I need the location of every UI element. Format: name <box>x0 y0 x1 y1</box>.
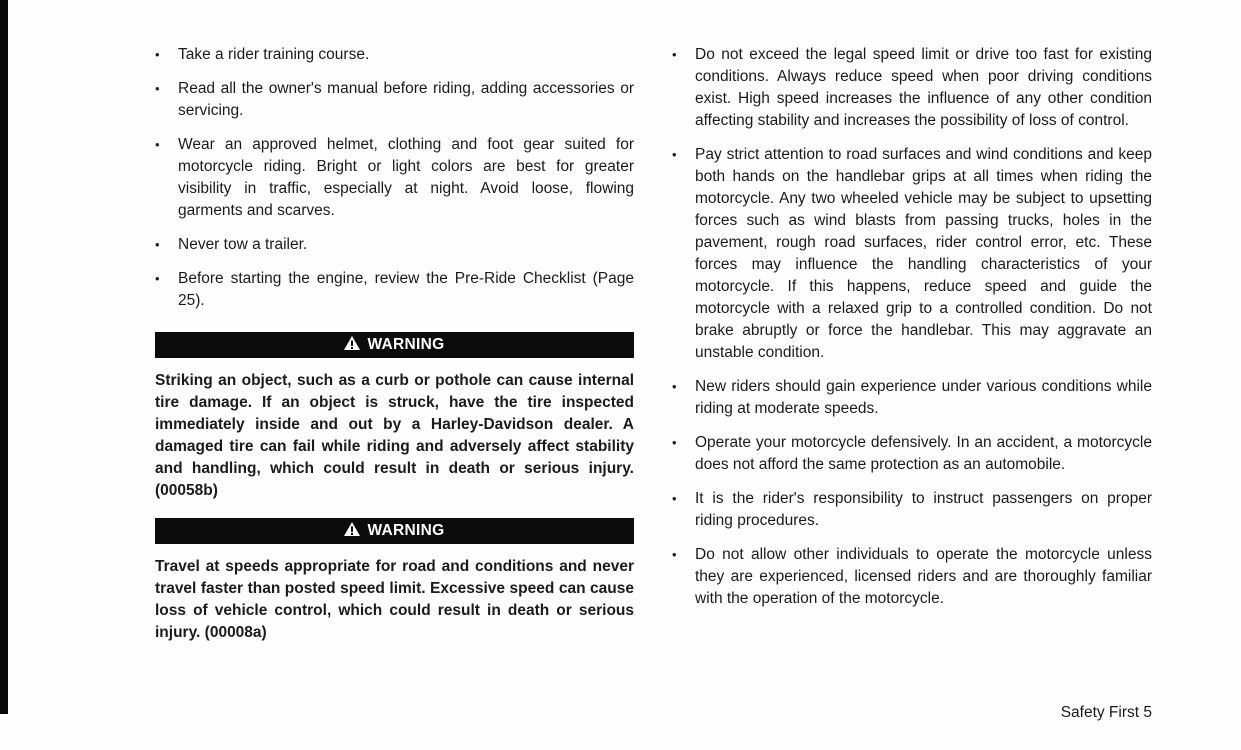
list-item <box>155 44 634 66</box>
bullet-icon: • <box>672 379 677 394</box>
list-item <box>155 78 634 122</box>
list-item <box>672 144 1152 364</box>
bullet-icon: • <box>155 81 160 96</box>
warning-body: Striking an object, such as a curb or pothole can cause internal tire damage. If an object is struck, have the tire inspected immediately inside and out by a Harley-Davidson dealer. A damaged tire can fail while riding and adversely affect stability and handling, which could result in death or serious injury. (00058b) <box>155 372 634 499</box>
list-item <box>155 268 634 312</box>
bullet-icon: • <box>155 271 160 286</box>
bullet-text: Never tow a trailer. <box>178 236 308 253</box>
list-item <box>672 432 1152 476</box>
scan-edge-artifact <box>0 0 8 714</box>
bullet-text: Operate your motorcycle defensively. In an accident, a motorcycle does not afford the same protection as an automobile. <box>695 434 1152 473</box>
list-item <box>672 544 1152 610</box>
bullet-icon: • <box>672 147 677 162</box>
bullet-text: It is the rider's responsibility to instruct passengers on proper riding procedures. <box>695 490 1152 529</box>
bullet-text: Take a rider training course. <box>178 46 370 63</box>
bullet-text: Before starting the engine, review the Pre-Ride Checklist (Page 25). <box>178 270 634 309</box>
warning-block <box>155 518 634 644</box>
left-column <box>155 44 634 644</box>
warning-body: Travel at speeds appropriate for road and conditions and never travel faster than posted speed limit. Excessive speed can cause loss of vehicle control, which could result in death or serious injury. (00008a) <box>155 558 634 641</box>
list-item <box>672 488 1152 532</box>
bullet-text: Read all the owner's manual before riding, adding accessories or servicing. <box>178 80 634 119</box>
list-item <box>672 44 1152 132</box>
bullet-text: Do not allow other individuals to operate the motorcycle unless they are experienced, licensed riders and are thoroughly familiar with the operation of the motorcycle. <box>695 546 1152 607</box>
bullet-text: Do not exceed the legal speed limit or drive too fast for existing conditions. Always reduce speed when poor driving conditions exist. High speed increases the influence of any other condition affecting stability and increases the possibility of loss of control. <box>695 46 1152 129</box>
list-item <box>155 234 634 256</box>
warning-banner <box>155 518 634 544</box>
list-item <box>155 134 634 222</box>
bullet-icon: • <box>672 47 677 62</box>
bullet-text: Wear an approved helmet, clothing and foot gear suited for motorcycle riding. Bright or light colors are best for greater visibility in traffic, especially at night. Avoid loose, flowing garments and scarves. <box>178 136 634 219</box>
warning-icon <box>344 519 360 545</box>
bullet-icon: • <box>672 547 677 562</box>
right-column <box>672 44 1152 622</box>
warning-label: WARNING <box>367 336 445 353</box>
bullet-icon: • <box>672 491 677 506</box>
bullet-icon: • <box>155 137 160 152</box>
bullet-text: Pay strict attention to road surfaces and wind conditions and keep both hands on the handlebar grips at all times when riding the motorcycle. Any two wheeled vehicle may be subject to upsetting forces such as wind blasts from passing trucks, holes in the pavement, rough road surfaces, rider control error, etc. These forces may influence the handling characteristics of your motorcycle. If this happens, reduce speed and guide the motorcycle with a relaxed grip to a controlled condition. Do not brake abruptly or force the handlebar. This may aggravate an unstable condition. <box>695 146 1152 361</box>
warning-icon <box>344 333 360 359</box>
bullet-text: New riders should gain experience under various conditions while riding at moderate speeds. <box>695 378 1152 417</box>
list-item <box>672 376 1152 420</box>
page-footer: Safety First 5 <box>1060 704 1152 721</box>
warning-banner <box>155 332 634 358</box>
bullet-icon: • <box>672 435 677 450</box>
bullet-icon: • <box>155 47 160 62</box>
warning-label: WARNING <box>367 522 445 539</box>
warning-block <box>155 332 634 502</box>
bullet-icon: • <box>155 237 160 252</box>
